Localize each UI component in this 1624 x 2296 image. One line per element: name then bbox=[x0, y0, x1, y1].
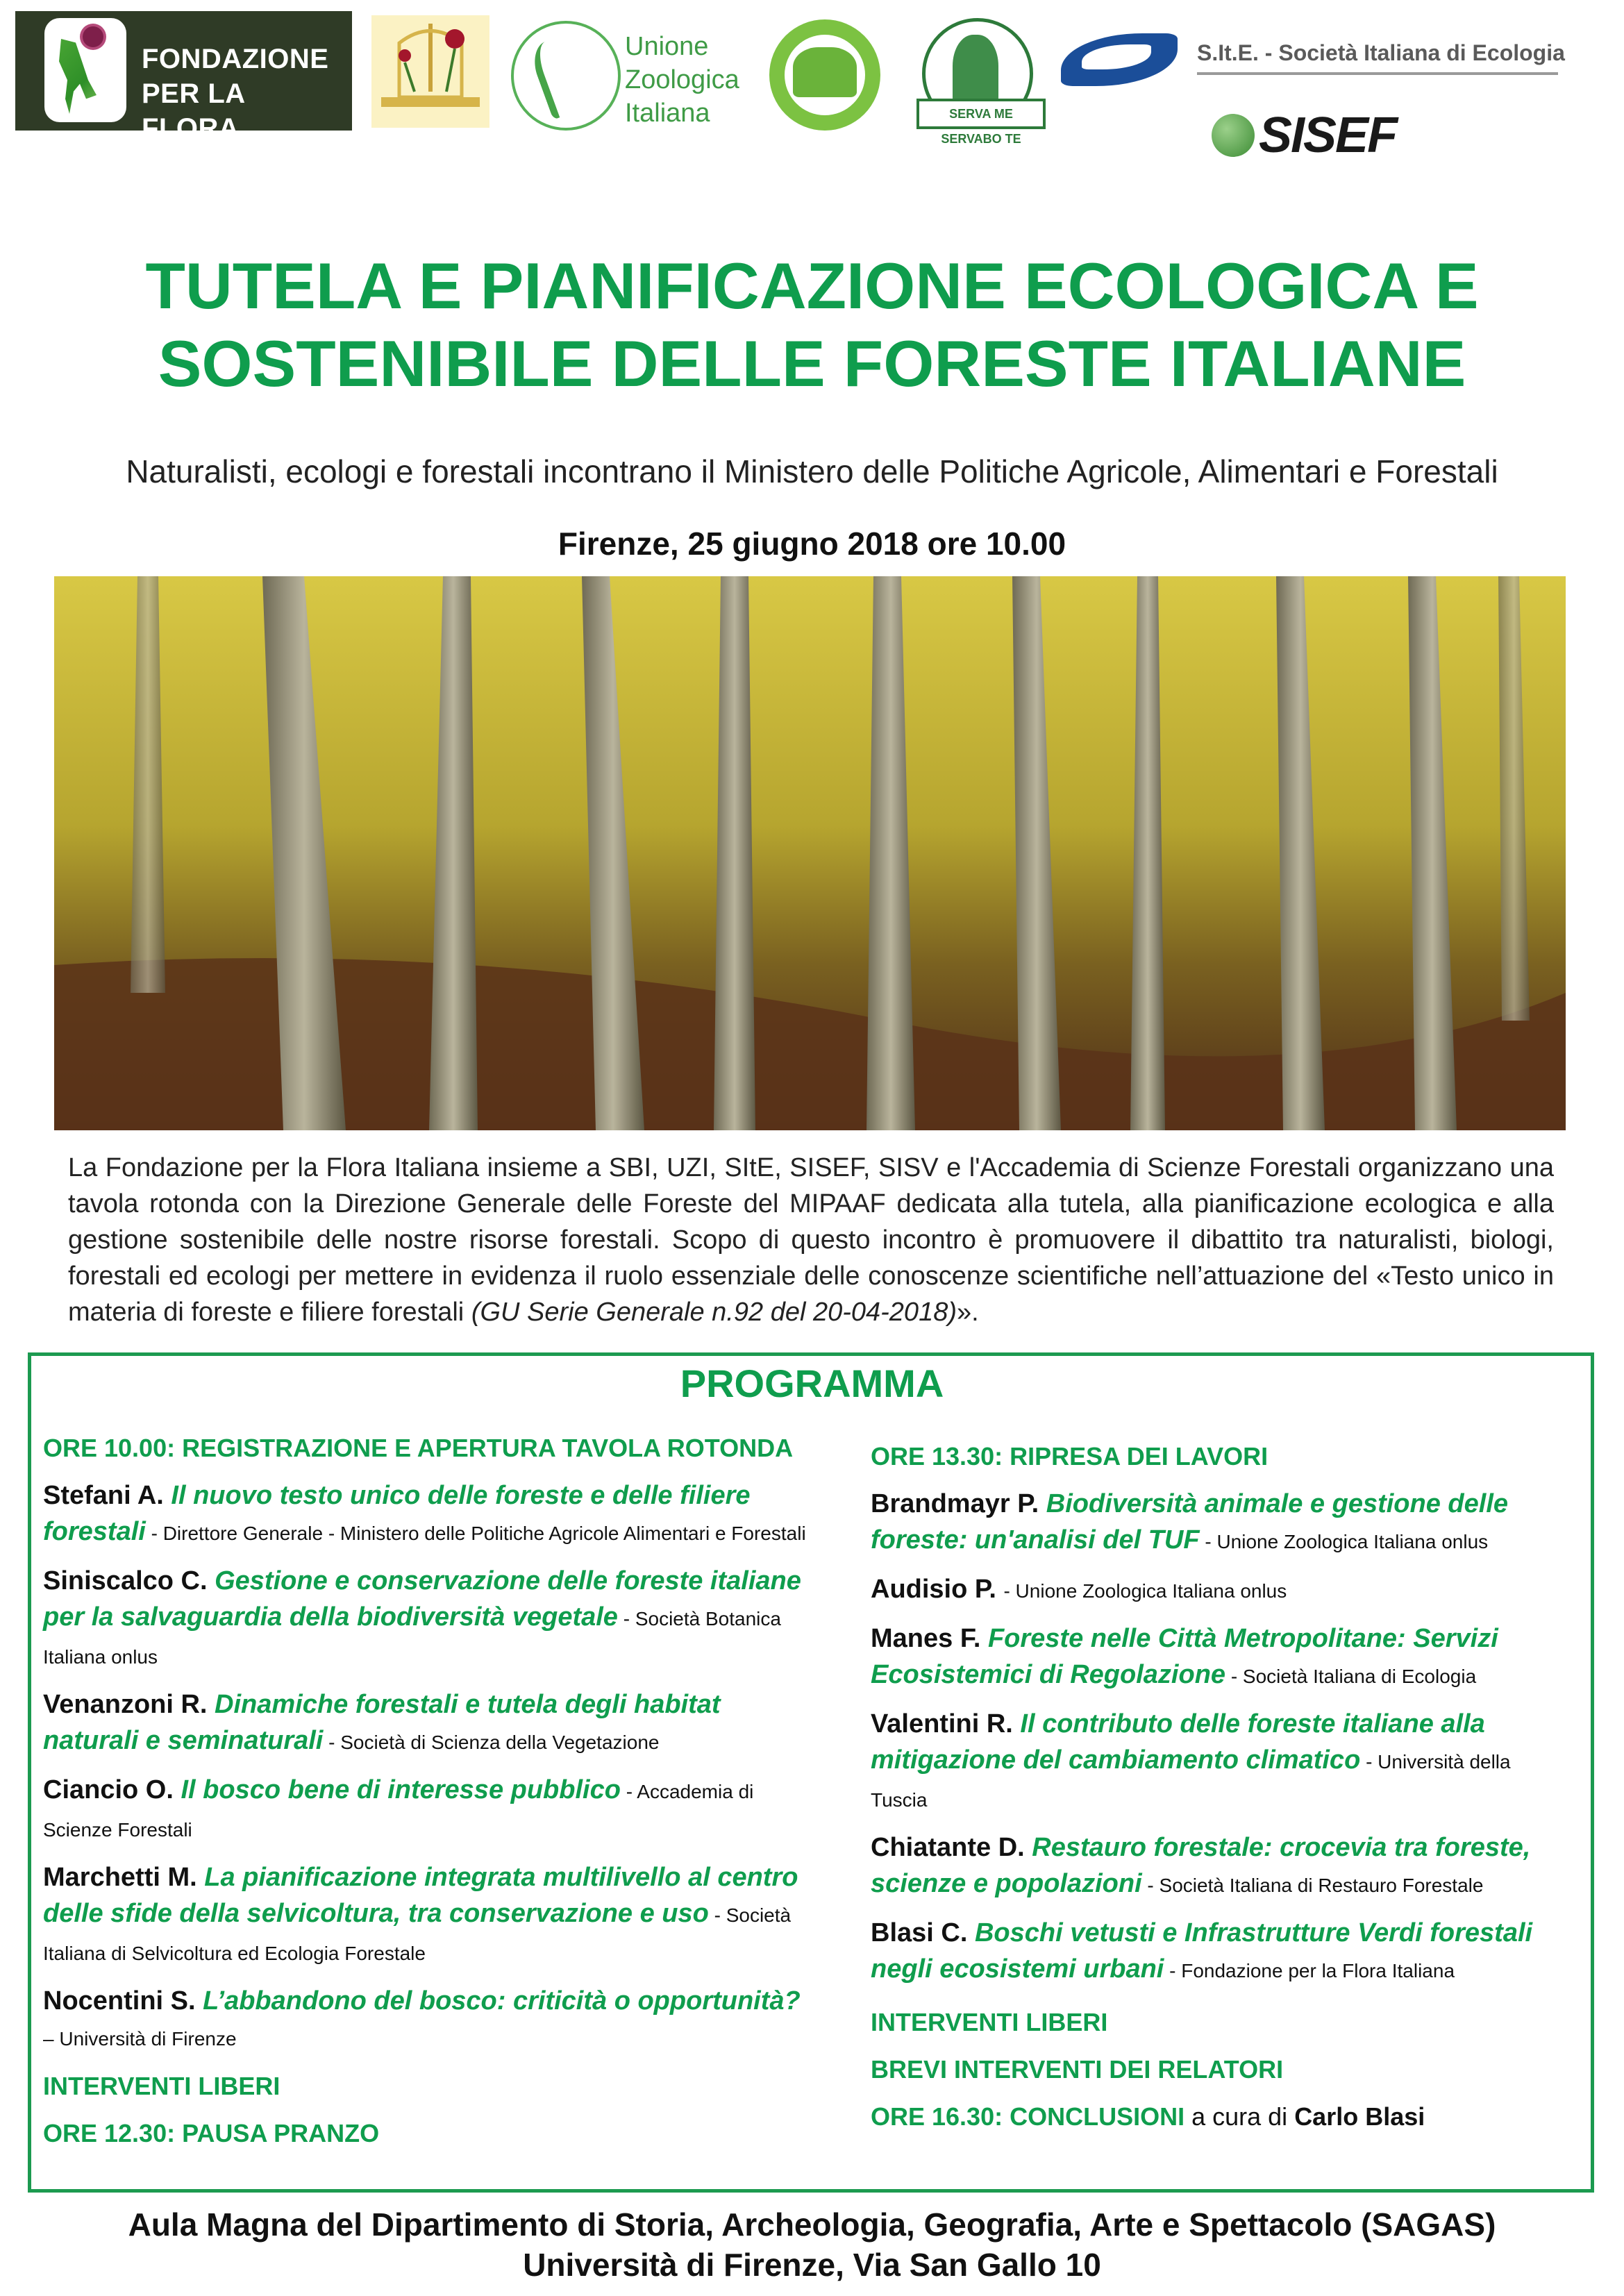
speaker-affiliation: - Fondazione per la Flora Italiana bbox=[1164, 1960, 1455, 1981]
forest-photo bbox=[54, 576, 1566, 1130]
program-right-column bbox=[871, 1439, 1572, 2146]
talk-title: Dinamiche forestali e tutela degli habitat naturali e seminaturali bbox=[43, 1690, 721, 1755]
talk-title: Boschi vetusti e Infrastrutture Verdi forestali negli ecosistemi urbani bbox=[871, 1918, 1533, 1984]
speaker-affiliation: - Società Italiana di Selvicoltura ed Ecologia Forestale bbox=[43, 1904, 792, 1964]
talk-title: Foreste nelle Città Metropolitane: Servizi Ecosistemici di Regolazione bbox=[871, 1624, 1498, 1689]
speaker-affiliation: - Società Botanica Italiana onlus bbox=[43, 1608, 781, 1668]
program-title: PROGRAMMA bbox=[680, 1361, 944, 1405]
logo-sisef-text: SISEF bbox=[1259, 108, 1397, 163]
talk-title: Il contributo delle foreste italiane alla mitigazione del cambiamento climatico bbox=[871, 1709, 1485, 1775]
program-item bbox=[871, 1571, 1572, 1609]
speaker-name: Ciancio O. bbox=[43, 1775, 174, 1804]
program-item bbox=[871, 1620, 1572, 1695]
speaker-name: Venanzoni R. bbox=[43, 1690, 208, 1719]
program-free-talks: INTERVENTI LIBERI bbox=[43, 2072, 281, 2100]
conclusions-speaker: Carlo Blasi bbox=[1294, 2102, 1425, 2131]
speaker-name: Manes F. bbox=[871, 1624, 981, 1653]
talk-title: Gestione e conservazione delle foreste italiane per la salvaguardia della biodiversità vegetale bbox=[43, 1566, 801, 1632]
logo-site-text: S.It.E. - Società Italiana di Ecologia bbox=[1197, 40, 1565, 65]
talk-title: Il bosco bene di interesse pubblico bbox=[181, 1775, 621, 1804]
talk-title: L’abbandono del bosco: criticità o opportunità? bbox=[203, 1986, 801, 2016]
program-item bbox=[43, 1859, 814, 1972]
logo-fondazione-flora-italiana bbox=[15, 11, 352, 178]
conclusions-label: ORE 16.30: CONCLUSIONI bbox=[871, 2102, 1185, 2131]
page-title-line1: TUTELA E PIANIFICAZIONE ECOLOGICA E bbox=[145, 249, 1479, 322]
logo-sisv-icon bbox=[769, 19, 880, 131]
logo-ffi-line1: FONDAZIONE PER LA bbox=[142, 44, 329, 109]
conclusions-tail: a cura di bbox=[1184, 2102, 1295, 2131]
program-item bbox=[43, 1772, 814, 1848]
program-left-column bbox=[43, 1430, 814, 2163]
logo-accademia-icon bbox=[915, 15, 1041, 146]
page-title-line2: SOSTENIBILE DELLE FORESTE ITALIANE bbox=[158, 327, 1466, 400]
logo-uzi-line2: Zoologica bbox=[625, 65, 739, 94]
speaker-affiliation: – Università di Firenze bbox=[43, 2028, 237, 2050]
speaker-name: Valentini R. bbox=[871, 1709, 1013, 1738]
globe-icon bbox=[1212, 114, 1255, 157]
event-description bbox=[68, 1150, 1554, 1330]
program-brief-talks: BREVI INTERVENTI DEI RELATORI bbox=[871, 2055, 1284, 2084]
page-subtitle: Naturalisti, ecologi e forestali incontrano il Ministero delle Politiche Agricole, Alimentari e Forestali bbox=[126, 453, 1498, 489]
event-date: Firenze, 25 giugno 2018 ore 10.00 bbox=[558, 526, 1066, 562]
program-item bbox=[871, 1829, 1572, 1904]
venue-line1: Aula Magna del Dipartimento di Storia, Archeologia, Geografia, Arte e Spettacolo (SAGAS) bbox=[128, 2206, 1496, 2243]
talk-title: Restauro forestale: crocevia tra foreste, scienze e popolazioni bbox=[871, 1833, 1531, 1898]
program-item bbox=[871, 1486, 1572, 1560]
description-ref: (GU Serie Generale n.92 del 20-04-2018) bbox=[471, 1298, 957, 1327]
speaker-name: Audisio P. bbox=[871, 1575, 996, 1604]
speaker-affiliation: - Accademia di Scienze Forestali bbox=[43, 1781, 754, 1841]
logo-ffi-line2: FLORA ITALIANA bbox=[142, 113, 272, 178]
logo-site bbox=[1061, 28, 1565, 97]
speaker-affiliation: - Unione Zoologica Italiana onlus bbox=[1199, 1531, 1489, 1552]
logo-sbi-icon bbox=[371, 15, 489, 128]
speaker-name: Marchetti M. bbox=[43, 1863, 197, 1892]
speaker-affiliation: - Unione Zoologica Italiana onlus bbox=[1003, 1580, 1287, 1602]
speaker-name: Siniscalco C. bbox=[43, 1566, 208, 1595]
program-item bbox=[871, 1706, 1572, 1818]
speaker-affiliation: - Società di Scienza della Vegetazione bbox=[323, 1732, 660, 1753]
venue-line2: Università di Firenze, Via San Gallo 10 bbox=[523, 2247, 1101, 2283]
speaker-name: Brandmayr P. bbox=[871, 1489, 1039, 1518]
speaker-affiliation: - Direttore Generale - Ministero delle Politiche Agricole Alimentari e Forestali bbox=[145, 1523, 806, 1544]
logo-sisef bbox=[1212, 110, 1462, 165]
talk-title: La pianificazione integrata multilivello al centro delle sfide della selvicoltura, tra conservazione e uso bbox=[43, 1863, 798, 1928]
program-free-talks-afternoon: INTERVENTI LIBERI bbox=[871, 2008, 1108, 2036]
program-item bbox=[43, 1563, 814, 1675]
speaker-name: Stefani A. bbox=[43, 1481, 164, 1510]
program-item bbox=[43, 1686, 814, 1761]
description-end: ». bbox=[957, 1298, 979, 1327]
speaker-name: Blasi C. bbox=[871, 1918, 968, 1947]
program-resume-header: ORE 13.30: RIPRESA DEI LAVORI bbox=[871, 1442, 1269, 1470]
logo-unione-zoologica bbox=[508, 17, 755, 132]
speaker-affiliation: - Società Italiana di Ecologia bbox=[1225, 1666, 1477, 1687]
program-item bbox=[43, 1983, 814, 2057]
speaker-affiliation: - Società Italiana di Restauro Forestale bbox=[1141, 1875, 1484, 1896]
speaker-name: Chiatante D. bbox=[871, 1833, 1025, 1862]
program-item bbox=[871, 1915, 1572, 1989]
italy-map-icon bbox=[44, 18, 126, 122]
logo-uzi-line1: Unione bbox=[625, 32, 709, 61]
program-item bbox=[43, 1477, 814, 1552]
program-open-header: ORE 10.00: REGISTRAZIONE E APERTURA TAVOLA ROTONDA bbox=[43, 1434, 794, 1462]
talk-title: Il nuovo testo unico delle foreste e delle filiere forestali bbox=[43, 1481, 751, 1546]
description-text: La Fondazione per la Flora Italiana insieme a SBI, UZI, SItE, SISEF, SISV e l'Accademia di Scienze Forestali organizzano una tavola rotonda con la Direzione Generale delle Foreste del MIPAAF dedicata alla tutela, alla pianificazione ecologica e alla gestione sostenibile delle nostre risorse forestali. Scopo di questo incontro è promuovere il dibattito tra naturalisti, biologi, forestali ed ecologi per mettere in evidenza il ruolo essenziale delle conoscenze scientifiche nell’attuazione del «Testo unico in materia di foreste e filiere forestali bbox=[68, 1153, 1554, 1327]
speaker-name: Nocentini S. bbox=[43, 1986, 196, 2016]
program-conclusions bbox=[871, 2099, 1572, 2135]
logo-uzi-line3: Italiana bbox=[625, 99, 710, 128]
logo-asf-motto: SERVA ME SERVABO TE bbox=[916, 99, 1046, 129]
program-lunch-break: ORE 12.30: PAUSA PRANZO bbox=[43, 2119, 380, 2147]
talk-title: Biodiversità animale e gestione delle foreste: un'analisi del TUF bbox=[871, 1489, 1509, 1555]
speaker-affiliation: - Università della Tuscia bbox=[871, 1751, 1511, 1811]
